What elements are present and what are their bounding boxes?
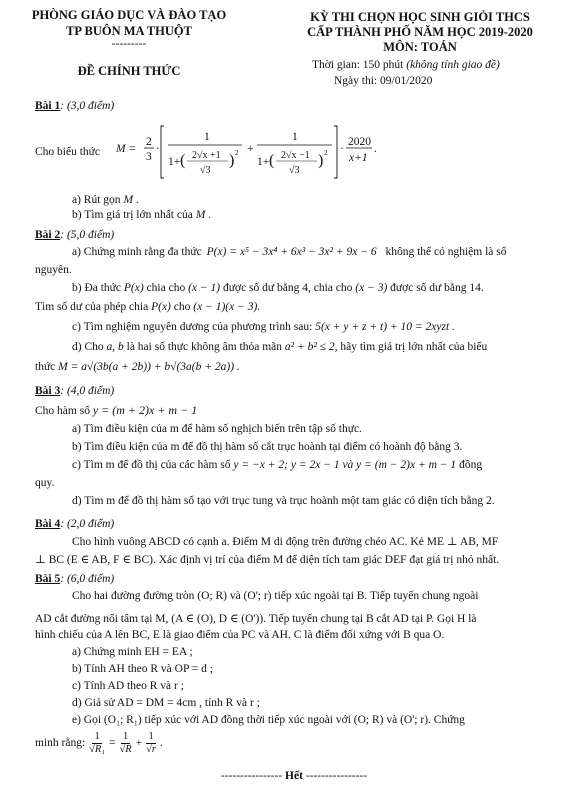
svg-text:1+: 1+: [257, 156, 270, 168]
bai5-frac-3-den: √r: [146, 743, 157, 755]
bai1-title: Bài 1: [35, 100, 61, 112]
bai5-d: d) Giả sử AD = DM = 4cm , tính R và r ;: [72, 697, 260, 709]
bai1-a-text: a) Rút gọn: [72, 194, 121, 206]
bai5-plus: +: [135, 737, 143, 750]
bai1-coef-den: 3: [146, 151, 152, 163]
bai5-points: : (6,0 điểm): [60, 573, 115, 585]
bai1-coef-num: 2: [146, 136, 152, 148]
bai3-b: b) Tìm điều kiện của m để đồ thị hàm số cắt trục hoành tại điểm có hoành độ bằng 3.: [72, 441, 463, 453]
bai5-frac-3-num: 1: [148, 731, 154, 742]
bai2-b-line1: [72, 282, 484, 294]
bai1-b: b) Tìm giá trị lớn nhất của M .: [72, 209, 212, 221]
header-time-note: (không tính giao đề): [406, 59, 500, 71]
footer-dashes-right: ----------------: [305, 770, 368, 782]
bai3-func: y = (m + 2)x + m − 1: [92, 403, 198, 417]
svg-text:1+: 1+: [168, 156, 181, 168]
bai3-d: d) Tìm m để đồ thị hàm số tạo với trục tung và trục hoành một tam giác có diện tích bằng 2.: [72, 495, 495, 507]
bai2-d-line2: [35, 361, 240, 373]
svg-text:): ): [318, 152, 324, 169]
footer-dashes-left: ----------------: [220, 770, 283, 782]
bai2-b-P: P(x): [123, 282, 144, 294]
bai3-c2: đồng: [459, 459, 483, 471]
bai1-a-var: M: [123, 194, 134, 206]
bai1-intro: Cho biểu thức: [35, 146, 101, 158]
bai2-b6: cho: [173, 301, 191, 313]
bai1-points: : (3,0 điểm): [60, 100, 115, 112]
bai2-d-cond: a² + b² ≤ 2,: [284, 341, 338, 353]
header-official: ĐỀ CHÍNH THỨC: [77, 64, 181, 78]
bai3-c1: c) Tìm m để đồ thị của các hàm số: [72, 459, 231, 471]
bai4-line2: ⊥ BC (E ∈ AB, F ∈ BC). Xác định vị trí của điểm M để diện tích tam giác DEF đạt giá trị nhỏ nhất.: [35, 554, 500, 566]
bai2-a-poly: P(x) = x⁵ − 3x⁴ + 6x³ − 3x² + 9x − 6: [206, 246, 377, 258]
bai2-a3: nguyên.: [35, 264, 72, 276]
footer: [0, 770, 588, 782]
svg-text:√3: √3: [200, 165, 211, 176]
bai2-c-eq: 5(x + y + z + t) + 10 = 2xyzt .: [315, 321, 455, 333]
svg-text:·: ·: [156, 143, 160, 155]
footer-end-word: Hết: [285, 770, 303, 782]
bai2-points: : (5,0 điểm): [60, 229, 115, 241]
bai5-end: .: [160, 737, 163, 750]
bai2-d1: d) Cho: [72, 341, 104, 353]
bai1-formula: [116, 118, 386, 190]
bai2-b5: Tìm số dư của phép chia: [35, 301, 149, 313]
bai2-b-d1: (x − 1): [188, 282, 221, 294]
bai5-frac-2-num: 1: [122, 731, 129, 742]
bai1-heading: [35, 100, 114, 112]
bai2-b-d2: (x − 3): [355, 282, 388, 294]
header-time: [312, 59, 500, 71]
bai3-c-eq: y = −x + 2; y = 2x − 1 và y = (m − 2)x + m − 1: [233, 459, 457, 471]
bai2-c1: c) Tìm nghiệm nguyên dương của phương trình sau:: [72, 321, 313, 333]
bai5-frac-1-den: √R₁: [89, 743, 105, 755]
bai2-a1: a) Chứng minh rằng đa thức: [72, 246, 202, 258]
bai5-e2: minh rằng:: [35, 737, 86, 750]
bai5-frac-1-num: 1: [94, 731, 100, 742]
bai2-d2: là hai số thực không âm thỏa mãn: [126, 341, 283, 353]
bai2-d3: hãy tìm giá trị lớn nhất của biểu: [340, 341, 488, 353]
bai2-b3: được số dư bằng 4, chia cho: [223, 282, 353, 294]
bai1-tail-num: 2020: [348, 136, 371, 148]
svg-text:.: .: [374, 143, 377, 155]
bai5-e-formula: [35, 731, 163, 755]
header-exam-title: KỲ THI CHỌN HỌC SINH GIỎI THCS: [310, 10, 530, 24]
bai2-d4: thức: [35, 361, 56, 373]
bai3-intro-line: [35, 403, 197, 418]
bai2-b-d3: (x − 1)(x − 3).: [193, 301, 261, 313]
svg-text:2√x +1: 2√x +1: [192, 150, 221, 161]
bai2-b-P2: P(x): [151, 301, 171, 313]
bai2-heading: [35, 229, 114, 241]
svg-text:√3: √3: [289, 165, 300, 176]
svg-text:2√x −1: 2√x −1: [281, 150, 310, 161]
bai2-title: Bài 2: [35, 229, 61, 241]
svg-text:·: ·: [340, 143, 344, 155]
bai5-frac-2: [119, 731, 131, 755]
bai3-a: a) Tìm điều kiện của m để hàm số nghịch biến trên tập số thực.: [72, 423, 362, 435]
bai1-b-text: b) Tìm giá trị lớn nhất của: [72, 209, 193, 221]
bai1-M-label: M =: [116, 143, 137, 155]
header-time-label: Thời gian: 150 phút: [312, 59, 404, 71]
bai1-a: a) Rút gọn M .: [72, 194, 139, 206]
header-exam-level: CẤP THÀNH PHỐ NĂM HỌC 2019-2020: [307, 25, 533, 39]
bai5-line3: hình chiếu của A lên BC, E là giao điểm của PC và AH. C là điểm đối xứng với B qua O.: [35, 629, 445, 641]
svg-text:1: 1: [204, 131, 210, 143]
bai5-b: b) Tính AH theo R và OP = d ;: [72, 663, 213, 675]
bai2-a: [72, 246, 507, 258]
bai2-b4: được số dư bằng 14.: [390, 282, 484, 294]
bai3-intro: Cho hàm số: [35, 405, 90, 417]
bai3-points: : (4,0 điểm): [60, 385, 115, 397]
bai2-b1: b) Đa thức: [72, 282, 122, 294]
header-dashes: ---------: [111, 38, 147, 50]
svg-text:2: 2: [324, 149, 328, 157]
bai3-title: Bài 3: [35, 385, 61, 397]
svg-text:): ): [229, 152, 235, 169]
svg-text:1: 1: [292, 131, 298, 143]
bai1-b-var: M: [195, 209, 206, 221]
bai2-b2: chia cho: [146, 282, 186, 294]
bai5-frac-3: [146, 731, 156, 755]
bai3-c-line1: [72, 459, 482, 471]
bai5-heading: [35, 573, 114, 585]
svg-text:+: +: [247, 143, 254, 155]
svg-text:(: (: [269, 152, 275, 169]
bai2-d-M: M = a√(3b(a + 2b)) + b√(3a(b + 2a)) .: [58, 361, 240, 373]
bai5-frac-2-den: √R: [119, 743, 132, 755]
bai5-line2: AD cắt đường nối tâm tại M, (A ∈ (O), D ∈ (O')). Tiếp tuyến chung tại B cắt AD tại P. Gọi H là: [35, 613, 477, 625]
bai2-a2: không thể có nghiệm là số: [385, 246, 507, 258]
bai5-c: c) Tính AD theo R và r ;: [72, 680, 184, 692]
bai4-points: : (2,0 điểm): [60, 518, 115, 530]
header-dept: PHÒNG GIÁO DỤC VÀ ĐÀO TẠO: [31, 8, 227, 22]
bai5-e: e) Gọi (O₁; R₁) tiếp xúc với AD đồng thời tiếp xúc ngoài với (O; R) và (O'; r). Chứng: [72, 714, 465, 726]
svg-text:2: 2: [235, 149, 239, 157]
bai2-d-ab: a, b: [106, 341, 124, 353]
bai5-a: a) Chứng minh EH = EA ;: [72, 646, 193, 658]
header-subject: MÔN: TOÁN: [383, 40, 457, 54]
bai5-line1: Cho hai đường đường tròn (O; R) và (O'; r) tiếp xúc ngoài tại B. Tiếp tuyến chung ngoài: [72, 590, 479, 602]
bai2-d-line1: [72, 341, 487, 353]
bai4-title: Bài 4: [35, 518, 61, 530]
bai4-heading: [35, 518, 114, 530]
bai4-line1: Cho hình vuông ABCD có cạnh a. Điểm M di động trên đường chéo AC. Kẻ ME ⊥ AB, MF: [72, 536, 499, 548]
header-city: TP BUÔN MA THUỘT: [66, 24, 192, 38]
bai2-c: [72, 321, 455, 333]
header-date: Ngày thi: 09/01/2020: [334, 75, 433, 87]
bai2-b-line2: [35, 301, 260, 313]
bai5-eq: =: [108, 737, 116, 750]
bai5-title: Bài 5: [35, 573, 61, 585]
bai3-heading: [35, 385, 114, 397]
bai1-tail-den: x+1: [349, 152, 368, 164]
bai5-frac-1: [89, 731, 105, 755]
svg-text:(: (: [180, 152, 186, 169]
bai3-c3: quy.: [35, 477, 55, 489]
